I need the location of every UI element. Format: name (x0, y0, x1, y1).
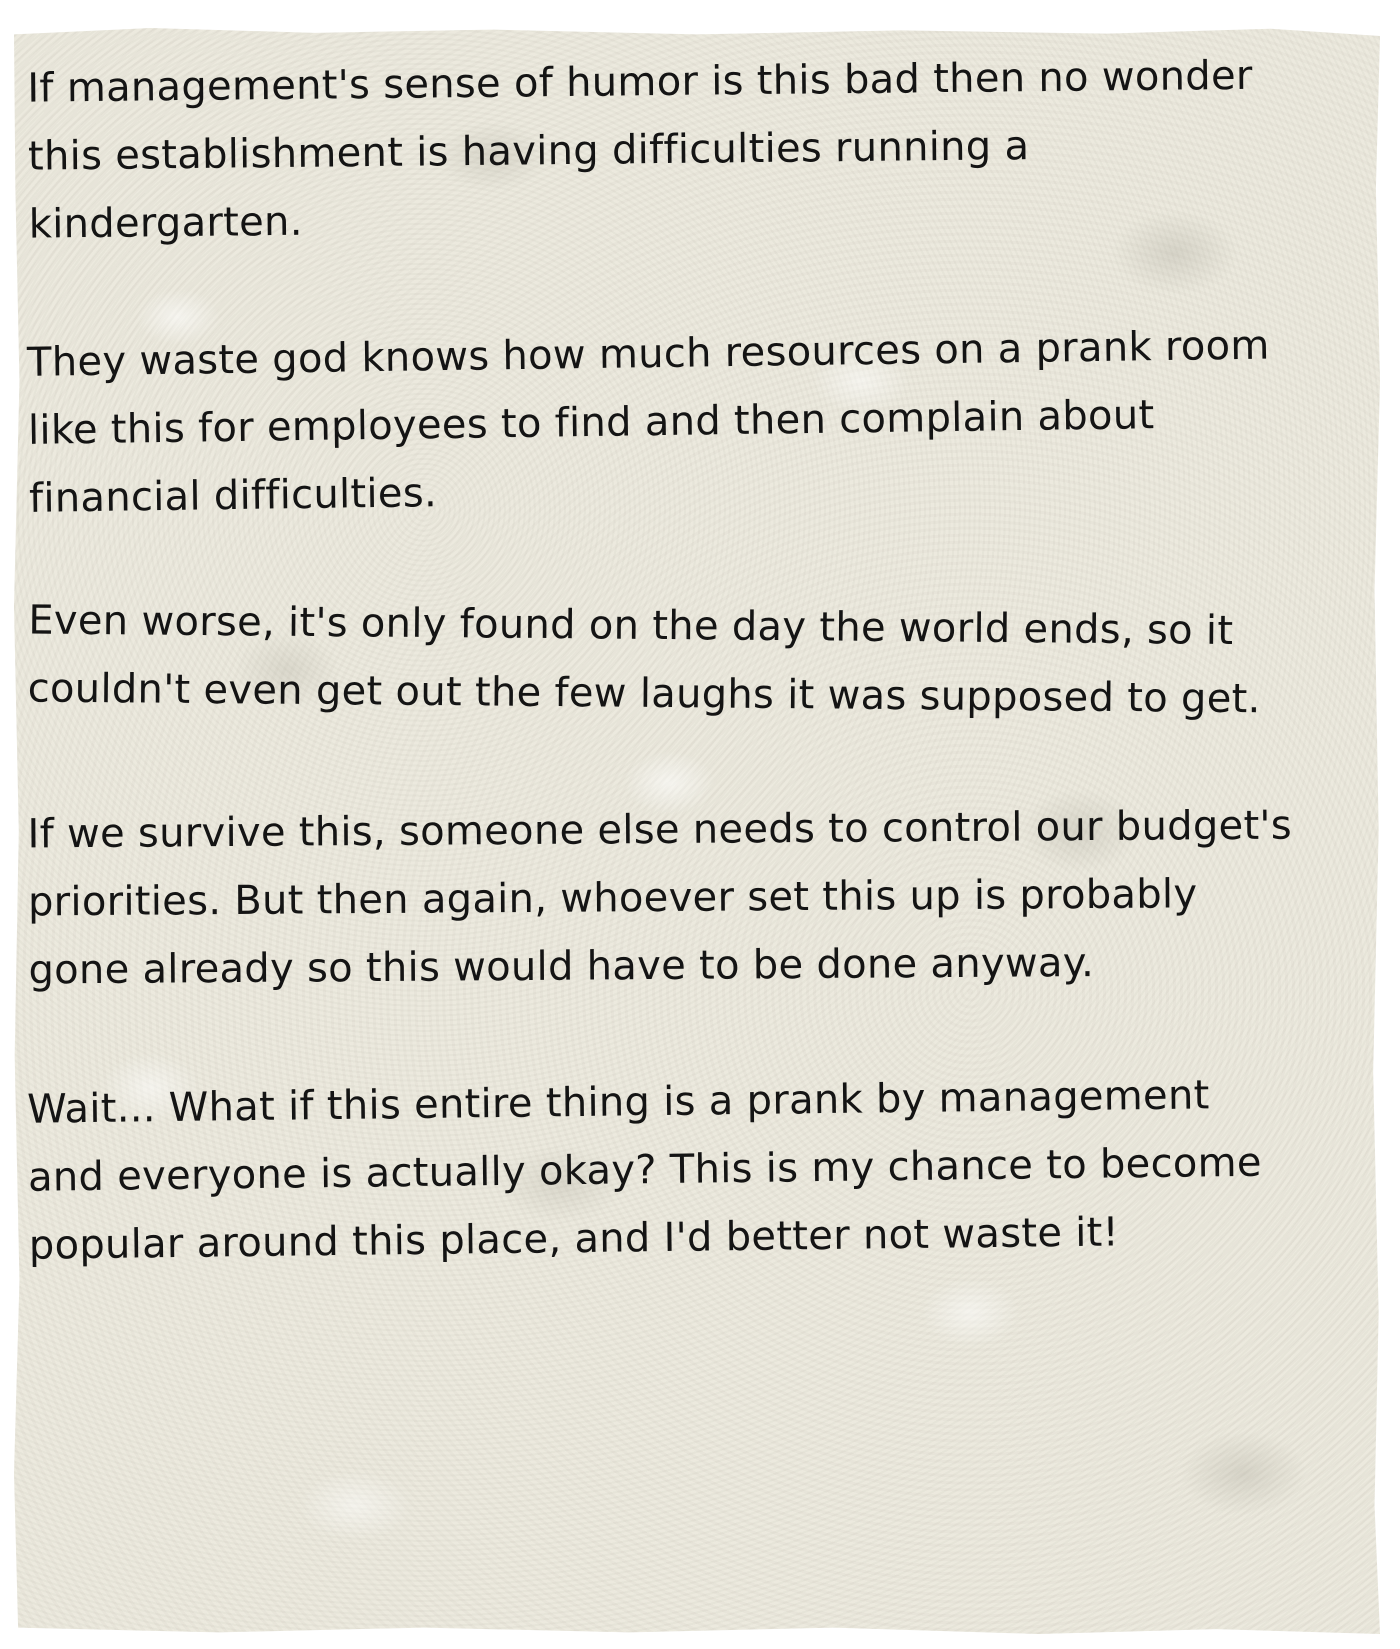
note-paragraph-3: Even worse, it's only found on the day the world ends, so it couldn't even get out the few laughs it was supposed to get. (27, 597, 1261, 723)
note-paragraph-5: Wait... What if this entire thing is a prank by management and everyone is actually okay? This is my chance to become popular around this place, and I'd better not waste it! (26, 1072, 1263, 1269)
note-paragraph-4: If we survive this, someone else needs to control our budget's priorities. But then again, whoever set this up is probably gone already so this would have to be done anyway. (27, 802, 1293, 994)
note-paragraph-2: They waste god knows how much resources on a prank room like this for employees to find and then complain about financial difficulties. (26, 322, 1270, 522)
note-paragraph-1: If management's sense of humor is this bad then no wonder this establishment is having difficulties running a kindergarten. (27, 52, 1253, 248)
note-text (28, 48, 1298, 1272)
